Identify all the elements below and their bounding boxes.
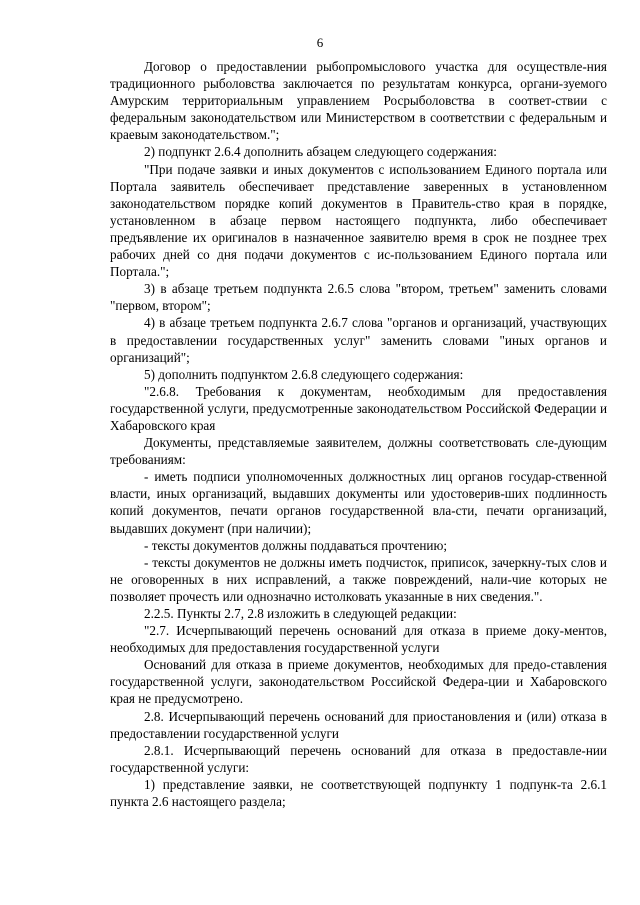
paragraph: 2.2.5. Пункты 2.7, 2.8 изложить в следующей редакции: [144,606,457,621]
paragraph: - тексты документов должны поддаваться прочтению; [144,537,447,553]
paragraph: "2.7. Исчерпывающий перечень оснований для отказа в приеме доку-ментов, необходимых для предоставления государственной услуги [110,623,607,656]
paragraph: - тексты документов не должны иметь подчисток, приписок, зачеркну-тых слов и не оговоренных в них исправлений, а также повреждений, нали-чие которых не позволяет прочесть или однозначно истолковать указанные в них сведения.". [110,554,607,604]
paragraph: 2.8. Исчерпывающий перечень оснований для приостановления и (или) отказа в предоставлении государственной услуги [110,708,607,741]
paragraph: 4) в абзаце третьем подпункта 2.6.7 слова "органов и организаций, участвующих в предоставлении государственных услуг" заменить словами "иных органов и организаций"; [110,315,607,365]
paragraph: Договор о предоставлении рыбопромыслового участка для осуществле-ния традиционного рыболовства заключается по результатам конкурса, органи-зуемого Амурским территориальным управлением Росрыболовства в соответ-ствии с федеральным законодательством или Министерством в соответствии с федеральным и краевым законодательством."; [110,59,607,143]
paragraph: "2.6.8. Требования к документам, необходимым для предоставления государственной услуги, предусмотренные законодательством Российской Федерации и Хабаровского края [110,383,607,433]
paragraph: Документы, представляемые заявителем, должны соответствовать сле-дующим требованиям: [110,435,607,468]
paragraph: "При подаче заявки и иных документов с использованием Единого портала или Портала заявитель обеспечивает представление заверенных в установленном законодательством порядке копий документов в Правитель-ство края в порядке, установленном в абзаце первом настоящего подпункта, либо обеспечивает предъявление их оригиналов в назначенное заявителю время в срок не позднее трех рабочих дней со дня подачи документов с ис-пользованием Единого портала или Портала."; [110,161,607,280]
paragraph: 3) в абзаце третьем подпункта 2.6.5 слова "втором, третьем" заменить словами "первом, втором"; [110,281,607,314]
paragraph: 2) подпункт 2.6.4 дополнить абзацем следующего содержания: [144,144,497,160]
paragraph: - иметь подписи уполномоченных должностных лиц органов государ-ственной власти, иных организаций, выдавших документы или удостоверив-ших подлинность копий документов, печати органов государственной вла-сти, печати организаций, выдавших документ (при наличии); [110,469,607,536]
document-body [110,58,607,810]
paragraph: Оснований для отказа в приеме документов, необходимых для предо-ставления государственной услуги, законодательством Российской Федера-ции и Хабаровского края не предусмотрено. [110,657,607,707]
paragraph: 1) представление заявки, не соответствующей подпункту 1 подпунк-та 2.6.1 пункта 2.6 настоящего раздела; [110,776,607,810]
paragraph: 5) дополнить подпунктом 2.6.8 следующего содержания: [144,366,464,382]
paragraph: 2.8.1. Исчерпывающий перечень оснований для отказа в предоставле-нии государственной услуги: [110,742,607,775]
page-number: 6 [316,35,324,50]
